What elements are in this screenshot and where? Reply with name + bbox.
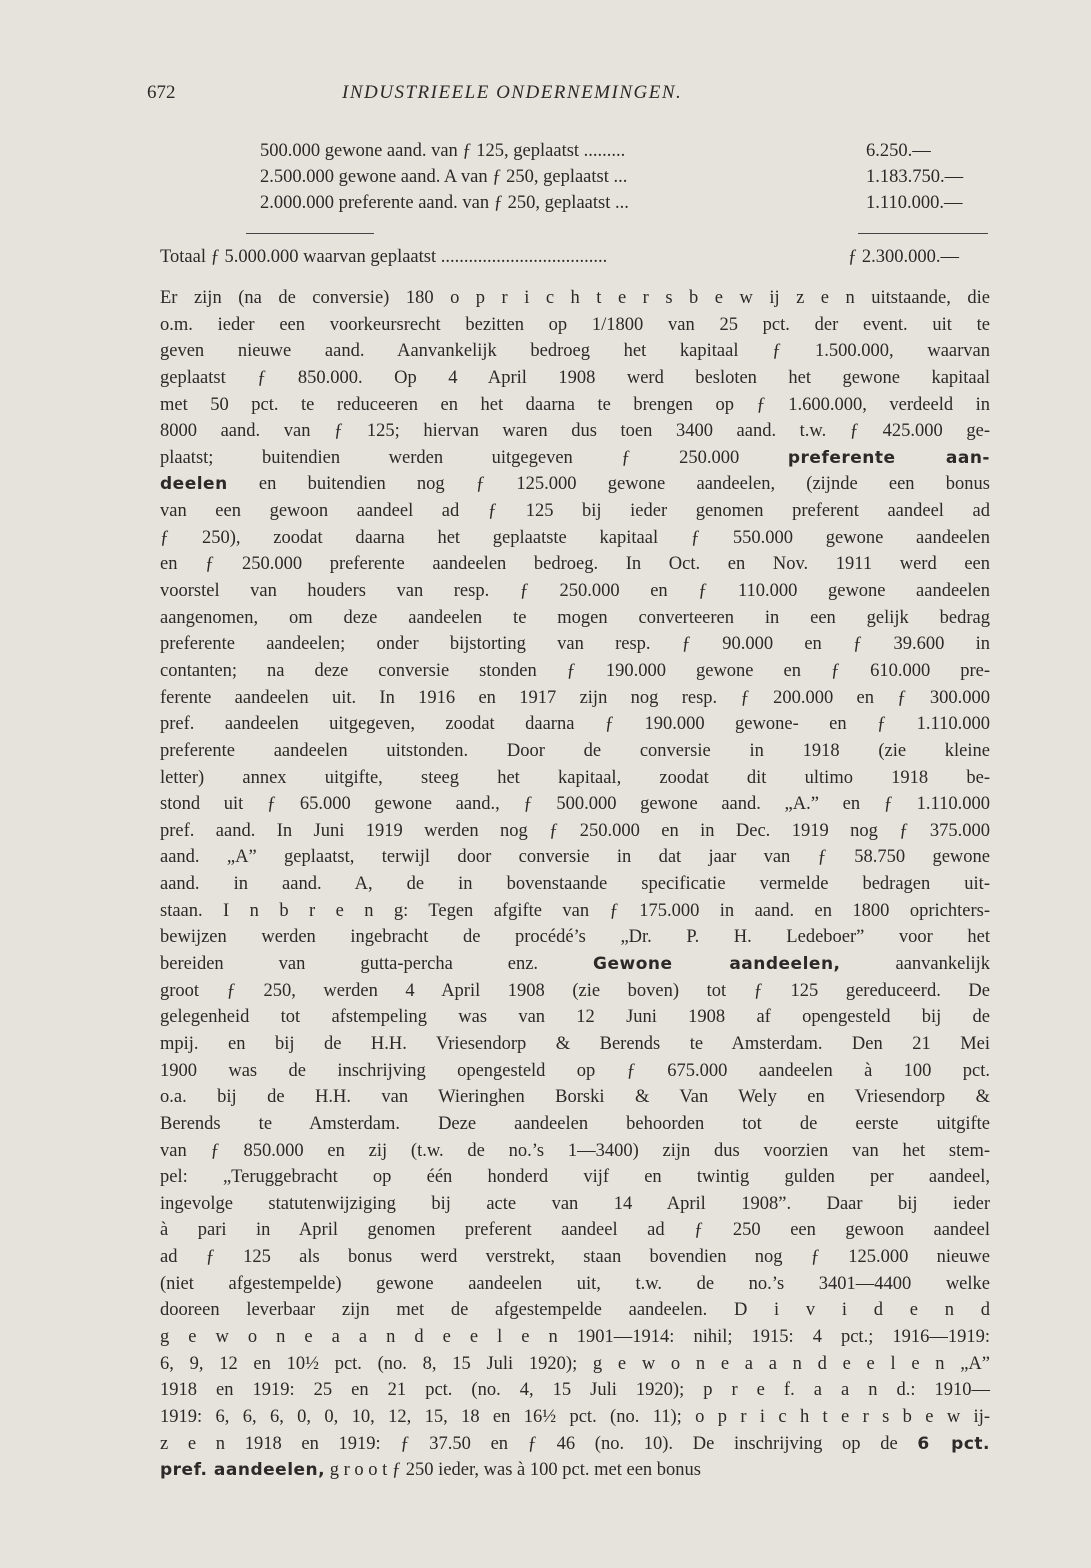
text-line (160, 711, 990, 738)
text-segment: 8000 aand. van ƒ 125; hiervan waren dus toen 3400 aand. t.w. ƒ 425.000 ge- (160, 421, 990, 442)
text-segment: 1900 was de inschrijving opengesteld op ƒ 675.000 aandeelen à 100 pct. (160, 1060, 990, 1081)
text-line (160, 365, 990, 392)
text-line (160, 471, 990, 498)
text-line (160, 1404, 990, 1431)
text-line (160, 765, 990, 792)
text-segment: ƒ 250), zoodat daarna het geplaatste kapitaal ƒ 550.000 gewone aandeelen (160, 527, 990, 548)
text-line (160, 658, 990, 685)
text-segment: gelegenheid tot afstempeling was van 12 Juni 1908 af opengesteld bij de (160, 1007, 990, 1028)
capital-row-description: 2.500.000 gewone aand. A van ƒ 250, geplaatst ... (260, 167, 628, 187)
text-segment: en buitendien nog ƒ 125.000 gewone aandeelen, (zijnde een bonus (227, 474, 990, 495)
text-segment: mpij. en bij de H.H. Vriesendorp & Berends te Amsterdam. Den 21 Mei (160, 1033, 990, 1054)
text-segment: en ƒ 250.000 preferente aandeelen bedroeg. In Oct. en Nov. 1911 werd een (160, 554, 990, 575)
text-segment: pref. aand. In Juni 1919 werden nog ƒ 250.000 en in Dec. 1919 nog ƒ 375.000 (160, 820, 990, 841)
text-line (160, 951, 990, 978)
text-line (160, 1271, 990, 1298)
text-line (160, 1351, 990, 1378)
text-line (160, 1297, 990, 1324)
text-segment: 1918 en 1919: 25 en 21 pct. (no. 4, 15 Juli 1920); p r e f. a a n d.: 1910— (160, 1380, 990, 1401)
text-segment: met 50 pct. te reduceeren en het daarna te brengen op ƒ 1.600.000, verdeeld in (160, 394, 990, 415)
text-segment: geplaatst ƒ 850.000. Op 4 April 1908 werd besloten het gewone kapitaal (160, 367, 990, 388)
text-line (160, 285, 990, 312)
text-line (160, 1431, 990, 1458)
text-segment: 1919: 6, 6, 6, 0, 0, 10, 12, 15, 18 en 16½ pct. (no. 11); o p r i c h t e r s b e w ij- (160, 1406, 990, 1427)
text-line (160, 898, 990, 925)
text-line (160, 818, 990, 845)
capital-row-value: 6.250.— (866, 141, 931, 161)
text-line (160, 1138, 990, 1165)
text-segment: aand. „A” geplaatst, terwijl door conversie in dat jaar van ƒ 58.750 gewone (160, 847, 990, 868)
text-line (160, 1191, 990, 1218)
text-line (160, 392, 990, 419)
capital-table (160, 138, 990, 216)
text-line (160, 525, 990, 552)
capital-total-label: Totaal ƒ 5.000.000 waarvan geplaatst .................................... (160, 247, 608, 267)
text-segment: ad ƒ 125 als bonus werd verstrekt, staan bovendien nog ƒ 125.000 nieuwe (160, 1247, 990, 1268)
text-segment: pref. aandeelen uitgegeven, zoodat daarna ƒ 190.000 gewone- en ƒ 1.110.000 (160, 714, 990, 735)
text-segment: letter) annex uitgifte, steeg het kapitaal, zoodat dit ultimo 1918 be- (160, 767, 990, 788)
text-line (160, 924, 990, 951)
capital-row-value: 1.183.750.— (866, 167, 964, 187)
text-segment: preferente aandeelen uitstonden. Door de conversie in 1918 (zie kleine (160, 740, 990, 761)
text-line (160, 1377, 990, 1404)
text-segment: aangenomen, om deze aandeelen te mogen converteeren in een gelijk bedrag (160, 607, 990, 628)
text-segment: van een gewoon aandeel ad ƒ 125 bij ieder genomen preferent aandeel ad (160, 501, 990, 522)
bold-heading: preferente aan- (787, 447, 990, 468)
text-line (160, 1244, 990, 1271)
text-segment: g e w o n e a a n d e e l e n 1901—1914: nihil; 1915: 4 pct.; 1916—1919: (160, 1326, 990, 1347)
text-segment: Er zijn (na de conversie) 180 o p r i c h t e r s b e w ij z e n uitstaande, die (160, 288, 990, 308)
text-segment: g r o o t ƒ 250 ieder, was à 100 pct. met een bonus (325, 1460, 701, 1481)
text-line (160, 1058, 990, 1085)
text-segment: voorstel van houders van resp. ƒ 250.000 en ƒ 110.000 gewone aandeelen (160, 581, 990, 602)
subtotal-rule-right (858, 233, 988, 234)
text-line (160, 685, 990, 712)
text-line (160, 871, 990, 898)
text-segment: pel: „Teruggebracht op één honderd vijf en twintig gulden per aandeel, (160, 1167, 990, 1188)
text-segment: dooreen leverbaar zijn met de afgestempelde aandeelen. D i v i d e n d (160, 1300, 990, 1321)
text-line (160, 1004, 990, 1031)
text-line (160, 844, 990, 871)
text-line (160, 445, 990, 472)
text-line (160, 791, 990, 818)
text-line (160, 578, 990, 605)
text-segment: preferente aandeelen; onder bijstorting van resp. ƒ 90.000 en ƒ 39.600 in (160, 634, 990, 655)
text-segment: contanten; na deze conversie stonden ƒ 190.000 gewone en ƒ 610.000 pre- (160, 660, 990, 681)
text-segment: aanvankelijk (840, 954, 991, 975)
bold-heading: Gewone aandeelen, (593, 954, 841, 975)
text-segment: Berends te Amsterdam. Deze aandeelen behoorden tot de eerste uitgifte (160, 1113, 990, 1134)
text-segment: ferente aandeelen uit. In 1916 en 1917 zijn nog resp. ƒ 200.000 en ƒ 300.000 (160, 687, 990, 708)
text-line (160, 1111, 990, 1138)
capital-row (160, 164, 990, 190)
text-line (160, 498, 990, 525)
bold-heading: deelen (160, 474, 228, 495)
text-segment: bereiden van gutta-percha enz. (160, 954, 594, 975)
text-line (160, 1084, 990, 1111)
text-segment: staan. I n b r e n g: Tegen afgifte van ƒ 175.000 in aand. en 1800 oprichters- (160, 900, 990, 921)
text-segment: bewijzen werden ingebracht de procédé’s „Dr. P. H. Ledeboer” voor het (160, 927, 990, 948)
text-segment: o.m. ieder een voorkeursrecht bezitten op 1/1800 van 25 pct. der event. uit te (160, 314, 990, 335)
text-line (160, 978, 990, 1005)
subtotal-rule-left (246, 233, 374, 234)
capital-row-value: 1.110.000.— (866, 193, 963, 213)
page-header (147, 82, 987, 112)
text-segment: (niet afgestempelde) gewone aandeelen uit, t.w. de no.’s 3401—4400 welke (160, 1273, 990, 1294)
capital-row-description: 500.000 gewone aand. van ƒ 125, geplaatst ......... (260, 141, 626, 161)
text-segment: van ƒ 850.000 en zij (t.w. de no.’s 1—3400) zijn dus voorzien van het stem- (160, 1140, 990, 1161)
text-line (160, 605, 990, 632)
text-segment: plaatst; buitendien werden uitgegeven ƒ 250.000 (160, 447, 788, 468)
text-line (160, 418, 990, 445)
text-segment: 6, 9, 12 en 10½ pct. (no. 8, 15 Juli 1920); g e w o n e a a n d e e l e n „A” (160, 1353, 990, 1374)
text-segment: groot ƒ 250, werden 4 April 1908 (zie boven) tot ƒ 125 gereduceerd. De (160, 980, 990, 1001)
text-line (160, 738, 990, 765)
text-segment: o.a. bij de H.H. van Wieringhen Borski & Van Wely en Vriesendorp & (160, 1087, 990, 1108)
text-line (160, 1164, 990, 1191)
bold-heading: pref. aandeelen, (160, 1460, 326, 1481)
body-text (160, 285, 990, 1484)
text-line (160, 1324, 990, 1351)
text-line (160, 631, 990, 658)
text-line (160, 1031, 990, 1058)
capital-row-description: 2.000.000 preferente aand. van ƒ 250, geplaatst ... (260, 193, 629, 213)
capital-total-value: ƒ 2.300.000.— (848, 247, 959, 267)
capital-total-row (160, 244, 990, 270)
text-line (160, 551, 990, 578)
text-segment: aand. in aand. A, de in bovenstaande specificatie vermelde bedragen uit- (160, 874, 990, 895)
text-line (160, 312, 990, 339)
text-segment: geven nieuwe aand. Aanvankelijk bedroeg het kapitaal ƒ 1.500.000, waarvan (160, 341, 990, 362)
capital-row (160, 190, 990, 216)
running-title: INDUSTRIEELE ONDERNEMINGEN. (342, 82, 683, 103)
capital-row (160, 138, 990, 164)
text-line (160, 1457, 990, 1484)
text-line (160, 338, 990, 365)
page-number: 672 (147, 82, 176, 103)
bold-heading: 6 pct. (917, 1433, 990, 1454)
text-segment: z e n 1918 en 1919: ƒ 37.50 en ƒ 46 (no. 10). De inschrijving op de (160, 1433, 918, 1454)
text-segment: à pari in April genomen preferent aandeel ad ƒ 250 een gewoon aandeel (160, 1220, 990, 1241)
text-segment: stond uit ƒ 65.000 gewone aand., ƒ 500.000 gewone aand. „A.” en ƒ 1.110.000 (160, 794, 990, 815)
text-segment: ingevolge statutenwijziging bij acte van 14 April 1908”. Daar bij ieder (160, 1193, 990, 1214)
text-line (160, 1217, 990, 1244)
